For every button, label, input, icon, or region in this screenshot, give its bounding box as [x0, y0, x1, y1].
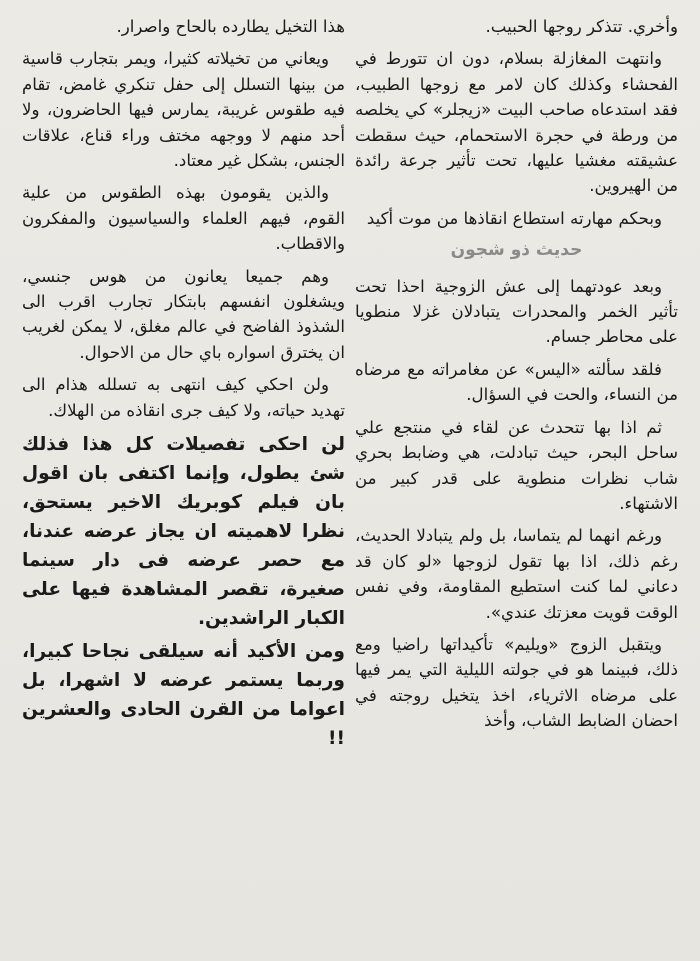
paragraph: ورغم انهما لم يتماسا، بل ولم يتبادلا الحديث، رغم ذلك، اذا بها تقول لزوجها «لو كان قد دعاني لما كنت استطيع المقاومة، وفي نفس الوقت قويت معزتك عندي».	[355, 526, 678, 622]
paragraph: فلقد سألته «اليس» عن مغامراته مع مرضاه من النساء، والحت في السؤال.	[355, 359, 678, 405]
right-column	[355, 14, 678, 741]
paragraph: ويتقبل الزوج «ويليم» تأكيداتها راضيا ومع ذلك، فبينما هو في جولته الليلية التي يمر فيها على مرضاه الاثرياء، اخذ يتخيل روجته في احضان الضابط الشاب، وأخذ	[355, 634, 678, 731]
bold-conclusion	[22, 430, 345, 753]
paragraph: ثم اذا بها تتحدث عن لقاء في منتجع علي ساحل البحر، حيث تبادلت، هي وضابط بحري شاب نظرات منطوية على قدر كبير من الاشتهاء.	[355, 417, 678, 513]
bold-paragraph: لن احكى تفصيلات كل هذا فذلك شئ يطول، وإنما اكتفى بان اقول بان فيلم كوبريك الاخير يستحق، نظرا لاهميته ان يجاز عرضه عندنا، مع حصر عرضه فى دار سينما صغيرة، تقصر المشاهدة فيها على الكبار الراشدين.	[22, 434, 345, 630]
paragraph: هذا التخيل يطارده بالحاح واصرار.	[116, 17, 345, 36]
paragraph: وانتهت المغازلة بسلام، دون ان تتورط في الفحشاء وكذلك كان لامر مع زوجها الطبيب، فقد استدعاه صاحب البيت «زيجلر» كي يخلصه من ورطة في حجرة الاستحمام، حيث سقطت عشيقته مغشيا عليها، تحت تأثير جرعة رائدة من الهيروين.	[355, 49, 678, 196]
left-column	[22, 14, 345, 757]
bold-paragraph: ومن الأكيد أنه سيلقى نجاحا كبيرا، وربما يستمر عرضه لا اشهرا، بل اعواما من القرن الحادى والعشرين !!	[22, 641, 345, 750]
section-heading: حديث ذو شجون	[450, 240, 583, 261]
paragraph: ويعاني من تخيلاته كثيرا، ويمر بتجارب قاسية من بينها التسلل إلى حفل تنكري غامض، تقام فيه طقوس غريبة، يمارس فيها الحاضرون، ولا أحد منهم لا ووجهه مختف وراء قناع، علاقات الجنس، بشكل غير معتاد.	[22, 49, 345, 171]
paragraph: وأخري. تتذكر روجها الحبيب.	[485, 17, 678, 36]
paragraph: وبعد عودتهما إلى عش الزوجية احذا تحت تأثير الخمر والمحدرات يتبادلان غزلا منطويا على محاطر جسام.	[355, 276, 678, 347]
paragraph: ولن احكي كيف انتهى به تسلله هذام الى تهديد حياته، ولا كيف جرى انقاذه من الهلاك.	[22, 375, 345, 420]
paragraph: والذين يقومون بهذه الطقوس من علية القوم، فيهم العلماء والسياسيون والمفكرون والاقطاب.	[22, 183, 345, 254]
paragraph: وهم جميعا يعانون من هوس جنسي، ويشغلون انفسهم بابتكار تجارب اقرب الى الشذوذ الفاضح في عالم مغلق، لا يمكن لغريب ان يخترق اسواره باي حال من الاحوال.	[22, 266, 345, 362]
paragraph: وبحكم مهارته استطاع انقاذها من موت أكيد	[366, 208, 662, 228]
